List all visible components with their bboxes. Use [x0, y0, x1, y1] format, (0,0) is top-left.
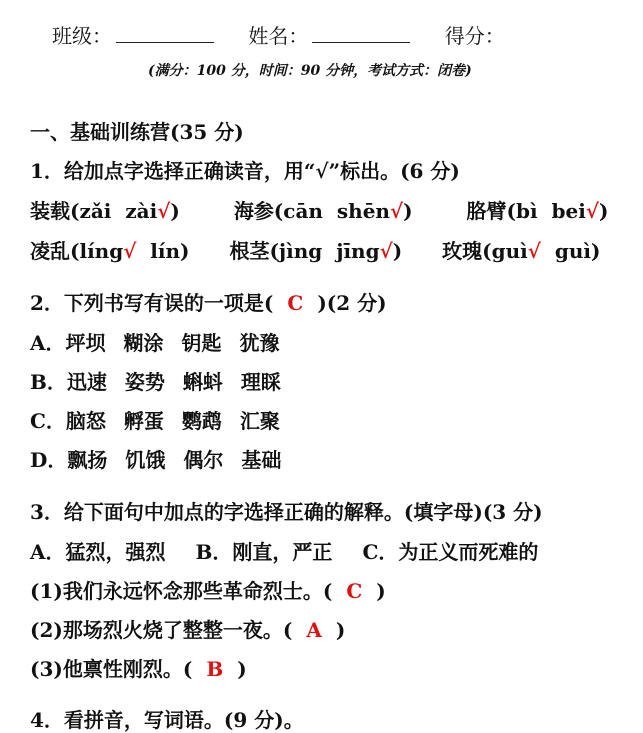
option-word: 姿势: [124, 370, 165, 394]
pinyin-option: guì: [491, 239, 528, 263]
word: 凌乱(: [30, 239, 80, 263]
pinyin-option: bì: [516, 199, 538, 223]
q3-sentence-2: [30, 614, 345, 643]
sentence-text: (1)我们永远怀念那些革命烈士。(: [30, 579, 333, 603]
sentence-answer: B: [206, 657, 224, 681]
choice: C．为正义而死难的: [362, 540, 539, 564]
option-word: 孵蛋: [123, 409, 164, 433]
option-word: 蝌蚪: [182, 370, 223, 394]
sentence-answer: C: [346, 579, 363, 603]
pinyin-option: cān: [283, 199, 323, 223]
q2-answer: C: [287, 291, 304, 315]
option-letter: D．: [30, 448, 68, 472]
pinyin-option: líng: [79, 239, 124, 263]
name-label: 姓名：: [248, 24, 309, 48]
option-word: 理睬: [240, 370, 281, 394]
pinyin-option: jìng: [278, 239, 323, 263]
option-word: 坪坝: [65, 331, 106, 355]
q1-row-1: [30, 195, 608, 224]
q1-item: [30, 199, 180, 223]
q2-prompt: [30, 287, 387, 316]
q1-item: [234, 199, 413, 223]
sentence-answer: A: [306, 618, 322, 642]
q2-option-a: [30, 327, 280, 356]
option-word: 钥匙: [181, 331, 222, 355]
q2-prompt-suffix: )(2 分): [317, 291, 387, 315]
class-blank[interactable]: [116, 24, 214, 43]
pinyin-option: lín: [150, 239, 181, 263]
class-label: 班级：: [52, 24, 112, 48]
option-word: 汇聚: [239, 409, 280, 433]
q1-row-2: [30, 235, 600, 264]
paren: ): [403, 199, 413, 223]
q1-item: [442, 239, 600, 263]
q2-prompt-text: 2．下列书写有误的一项是(: [30, 291, 274, 315]
q1-prompt: 1．给加点字选择正确读音，用“√”标出。(6 分): [30, 159, 460, 183]
paren: ): [392, 239, 403, 263]
sentence-text: (2)那场烈火烧了整整一夜。(: [30, 618, 293, 642]
option-letter: B．: [30, 370, 67, 394]
name-blank[interactable]: [312, 24, 410, 43]
q3-prompt: 3．给下面句中加点的字选择正确的解释。(填字母)(3 分): [30, 500, 543, 524]
option-word: 偶尔: [183, 448, 224, 472]
pinyin-option: zǎi: [79, 199, 112, 223]
q1-item: [30, 239, 190, 263]
exam-note: (满分：100 分，时间：90 分钟，考试方式：闭卷): [148, 63, 472, 79]
q1-item: [467, 199, 609, 223]
student-info-header: [52, 20, 505, 49]
option-word: 迅速: [66, 370, 107, 394]
q3-sentence-3: [30, 653, 247, 682]
pinyin-option: guì: [554, 239, 591, 263]
option-word: 犹豫: [239, 331, 280, 355]
check-mark: √: [123, 239, 137, 263]
option-letter: C．: [30, 409, 66, 433]
paren: ): [590, 239, 601, 263]
paren: ): [599, 199, 609, 223]
check-mark: √: [157, 199, 171, 223]
check-mark: √: [389, 199, 404, 223]
paren: ): [170, 199, 180, 223]
option-word: 飘扬: [67, 448, 108, 472]
q2-option-c: [30, 405, 280, 434]
option-word: 基础: [241, 448, 282, 472]
paren: ): [335, 618, 346, 642]
check-mark: √: [585, 199, 600, 223]
q3-choices: [30, 536, 538, 565]
paren: ): [376, 579, 386, 603]
score-label: 得分：: [444, 24, 505, 48]
check-mark: √: [379, 239, 393, 263]
option-word: 鹦鹉: [181, 409, 222, 433]
check-mark: √: [527, 239, 541, 263]
word: 装载(: [30, 199, 80, 223]
option-word: 糊涂: [123, 331, 164, 355]
paren: ): [237, 657, 247, 681]
paren: ): [180, 239, 190, 263]
choice: B．刚直，严正: [195, 540, 333, 564]
q2-option-b: [30, 366, 281, 395]
option-word: 饥饿: [125, 448, 166, 472]
q2-option-d: [30, 444, 281, 473]
option-word: 脑怒: [65, 409, 106, 433]
q3-sentence-1: [30, 575, 386, 604]
choice: A．猛烈，强烈: [30, 540, 166, 564]
sentence-text: (3)他禀性刚烈。(: [30, 657, 193, 681]
word: 玫瑰(: [442, 239, 492, 263]
pinyin-option: jīng: [336, 239, 380, 263]
pinyin-option: zài: [125, 199, 158, 223]
word: 根茎(: [229, 239, 279, 263]
q1-item: [229, 239, 402, 263]
word: 海参(: [233, 199, 284, 223]
pinyin-option: bei: [551, 199, 586, 223]
section-title: 一、基础训练营(35 分): [30, 120, 244, 144]
word: 胳臂(: [466, 199, 517, 223]
option-letter: A．: [30, 331, 66, 355]
pinyin-option: shēn: [336, 199, 390, 223]
q4-prompt: 4．看拼音，写词语。(9 分)。: [30, 708, 304, 732]
